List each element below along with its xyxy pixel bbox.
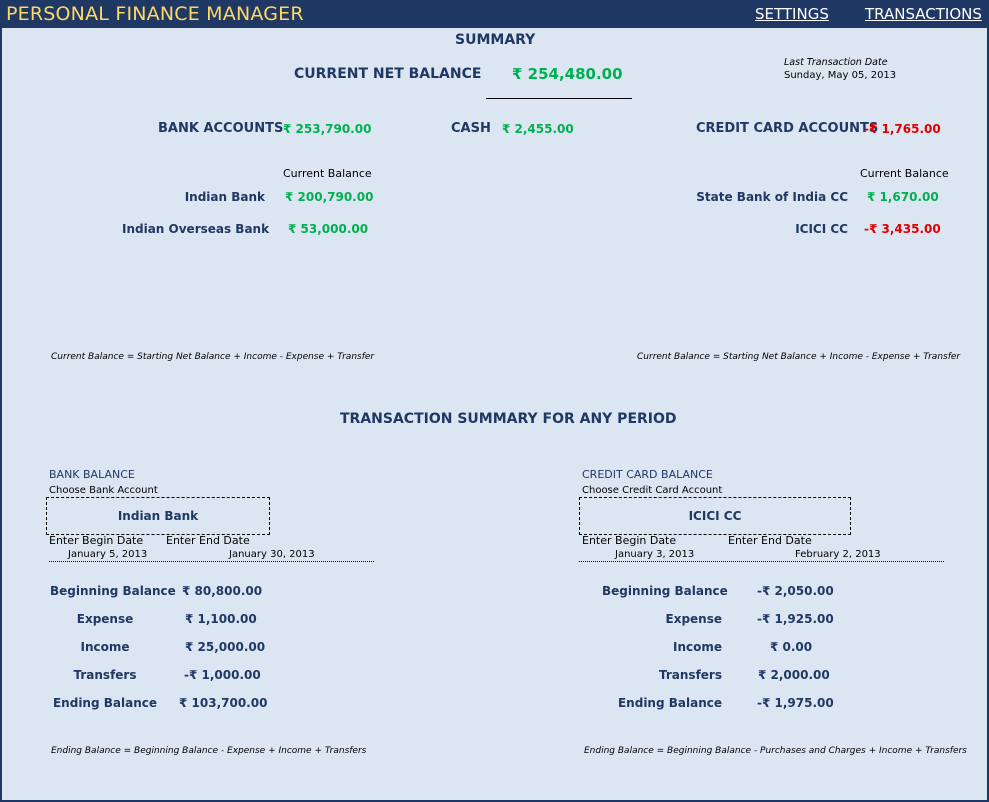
- last-transaction-date: Sunday, May 05, 2013: [784, 70, 897, 81]
- bank-row-label: Ending Balance: [52, 696, 157, 710]
- cash-value: ₹ 2,455.00: [502, 122, 574, 136]
- bank-row-value: ₹ 25,000.00: [185, 640, 266, 654]
- transactions-link[interactable]: TRANSACTIONS: [865, 5, 982, 23]
- choose-cc-label: Choose Credit Card Account: [582, 485, 723, 496]
- bank-begin-date-label: Enter Begin Date: [49, 534, 144, 547]
- bank-row-label: Transfers: [73, 668, 137, 682]
- bank-row-value: -₹ 1,000.00: [184, 668, 261, 682]
- bank-row-value: ₹ 80,800.00: [182, 584, 263, 598]
- cash-label: CASH: [451, 121, 491, 136]
- cc-account-value: -₹ 3,435.00: [864, 222, 941, 236]
- credit-card-accounts-value: -₹ 1,765.00: [864, 122, 941, 136]
- app-title: PERSONAL FINANCE MANAGER: [6, 3, 304, 25]
- last-transaction-label: Last Transaction Date: [784, 57, 888, 68]
- bank-account-select[interactable]: Indian Bank: [46, 497, 270, 535]
- cc-balance-title: CREDIT CARD BALANCE: [582, 468, 713, 481]
- cc-account-name: State Bank of India CC: [696, 190, 848, 204]
- net-balance-underline: [486, 98, 632, 99]
- cc-account-value: ₹ 1,670.00: [867, 190, 939, 204]
- bank-begin-date-input[interactable]: January 5, 2013: [68, 549, 148, 560]
- bank-row-label: Income: [80, 640, 130, 654]
- summary-heading: SUMMARY: [455, 32, 536, 48]
- cc-row-label: Beginning Balance: [602, 584, 728, 598]
- cc-row-label: Expense: [665, 612, 722, 626]
- cc-end-date-input[interactable]: February 2, 2013: [795, 549, 881, 560]
- main-content: [2, 28, 987, 800]
- bank-row-value: ₹ 103,700.00: [179, 696, 268, 710]
- bank-account-value: ₹ 53,000.00: [288, 222, 369, 236]
- credit-card-accounts-label: CREDIT CARD ACCOUNTS: [696, 121, 879, 136]
- choose-bank-label: Choose Bank Account: [49, 485, 158, 496]
- period-summary-heading: TRANSACTION SUMMARY FOR ANY PERIOD: [340, 411, 677, 427]
- bank-accounts-value: ₹ 253,790.00: [283, 122, 372, 136]
- net-balance-value: ₹ 254,480.00: [512, 65, 623, 83]
- cc-row-label: Transfers: [659, 668, 722, 682]
- cc-end-date-label: Enter End Date: [728, 534, 812, 547]
- cc-row-value: -₹ 1,975.00: [757, 696, 834, 710]
- cc-date-divider: [579, 561, 944, 562]
- bank-balance-title: BANK BALANCE: [49, 468, 135, 481]
- cc-account-select[interactable]: ICICI CC: [579, 497, 851, 535]
- bank-account-value: ₹ 200,790.00: [285, 190, 374, 204]
- bank-row-label: Beginning Balance: [50, 584, 176, 598]
- bank-date-divider: [49, 561, 374, 562]
- cc-current-balance-header: Current Balance: [860, 167, 949, 180]
- cc-begin-date-label: Enter Begin Date: [582, 534, 677, 547]
- bank-end-date-label: Enter End Date: [166, 534, 250, 547]
- cc-row-value: -₹ 1,925.00: [757, 612, 834, 626]
- net-balance-label: CURRENT NET BALANCE: [294, 66, 482, 82]
- bank-current-balance-header: Current Balance: [283, 167, 372, 180]
- cc-balance-formula: Current Balance = Starting Net Balance + Income - Expense + Transfer: [637, 352, 961, 362]
- bank-balance-formula: Current Balance = Starting Net Balance + Income - Expense + Transfer: [51, 352, 375, 362]
- cc-begin-date-input[interactable]: January 3, 2013: [615, 549, 695, 560]
- cc-row-value: ₹ 2,000.00: [758, 668, 830, 682]
- bank-row-value: ₹ 1,100.00: [185, 612, 257, 626]
- bank-account-name: Indian Bank: [184, 190, 265, 204]
- cc-row-value: ₹ 0.00: [770, 640, 813, 654]
- bank-row-label: Expense: [76, 612, 134, 626]
- cc-row-value: -₹ 2,050.00: [757, 584, 834, 598]
- cc-account-name: ICICI CC: [795, 222, 848, 236]
- bank-end-date-input[interactable]: January 30, 2013: [229, 549, 315, 560]
- cc-ending-formula: Ending Balance = Beginning Balance - Purchases and Charges + Income + Transfers: [584, 746, 967, 756]
- bank-accounts-label: BANK ACCOUNTS: [158, 121, 284, 136]
- cc-row-label: Income: [672, 640, 722, 654]
- settings-link[interactable]: SETTINGS: [755, 5, 829, 23]
- top-bar: [0, 0, 989, 28]
- bank-ending-formula: Ending Balance = Beginning Balance - Expense + Income + Transfers: [51, 746, 367, 756]
- bank-account-name: Indian Overseas Bank: [122, 222, 270, 236]
- cc-row-label: Ending Balance: [617, 696, 722, 710]
